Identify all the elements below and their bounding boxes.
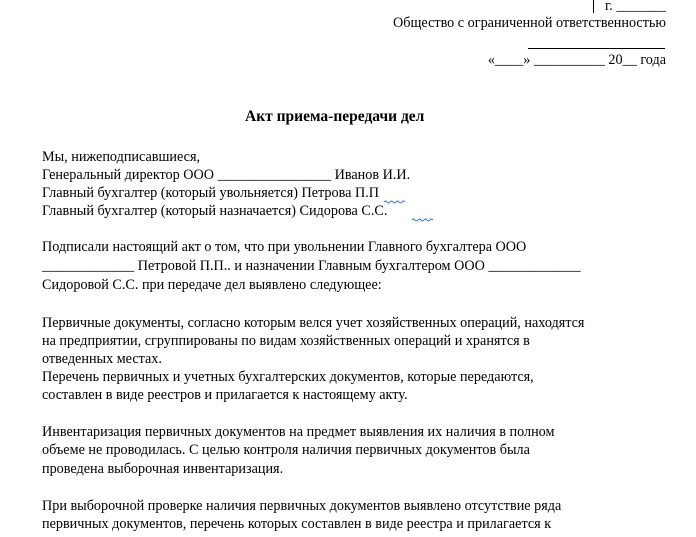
date-line: «____» __________ 20__ года [487,52,666,68]
intro-line-2: Генеральный директор ООО ________________ Иванов И.И. [42,167,411,183]
intro-line-1: Мы, нижеподписавшиеся, [42,149,201,165]
para2-line-2: на предприятии, сгруппированы по видам хозяйственных операций и хранятся в [42,333,530,349]
company-name-rule [528,48,665,49]
para2-line-1: Первичные документы, согласно которым велся учет хозяйственных операций, находятся [42,315,585,331]
para3-line-2: объеме не проводилась. С целью контроля наличия первичных документов была [42,442,530,458]
para4-line-2: первичных документов, перечень которых составлен в виде реестра и прилагается к [42,516,552,532]
para1-line-2: _____________ Петровой П.П.. и назначении Главным бухгалтером ООО _____________ [42,258,581,274]
city-line: г. _______ [605,0,666,14]
para1-line-3: Сидоровой С.С. при передаче дел выявлено следующее: [42,277,382,293]
para3-line-1: Инвентаризация первичных документов на предмет выявления их наличия в полном [42,424,555,440]
intro-line-3-text: Главный бухгалтер (который увольняется) Петрова П.П [42,185,380,201]
intro-line-3 [42,185,379,202]
para2-line-5: составлен в виде реестров и прилагается к настоящему акту. [42,387,408,403]
company-type: Общество с ограниченной ответственностью [393,15,666,31]
para4-line-1: При выборочной проверке наличия первичных документов выявлено отсутствие ряда [42,498,562,514]
document-title: Акт приема-передачи дел [245,108,425,125]
intro-line-4: Главный бухгалтер (который назначается) Сидорова С.С. [42,203,388,219]
text-cursor [593,0,594,13]
para2-line-4: Перечень первичных и учетных бухгалтерских документов, которые передаются, [42,369,534,385]
spellcheck-squiggle-2 [412,219,433,221]
para1-line-1: Подписали настоящий акт о том, что при увольнении Главного бухгалтера ООО [42,239,527,255]
para3-line-3: проведена выборочная инвентаризация. [42,461,284,477]
para2-line-3: отведенных местах. [42,351,162,367]
